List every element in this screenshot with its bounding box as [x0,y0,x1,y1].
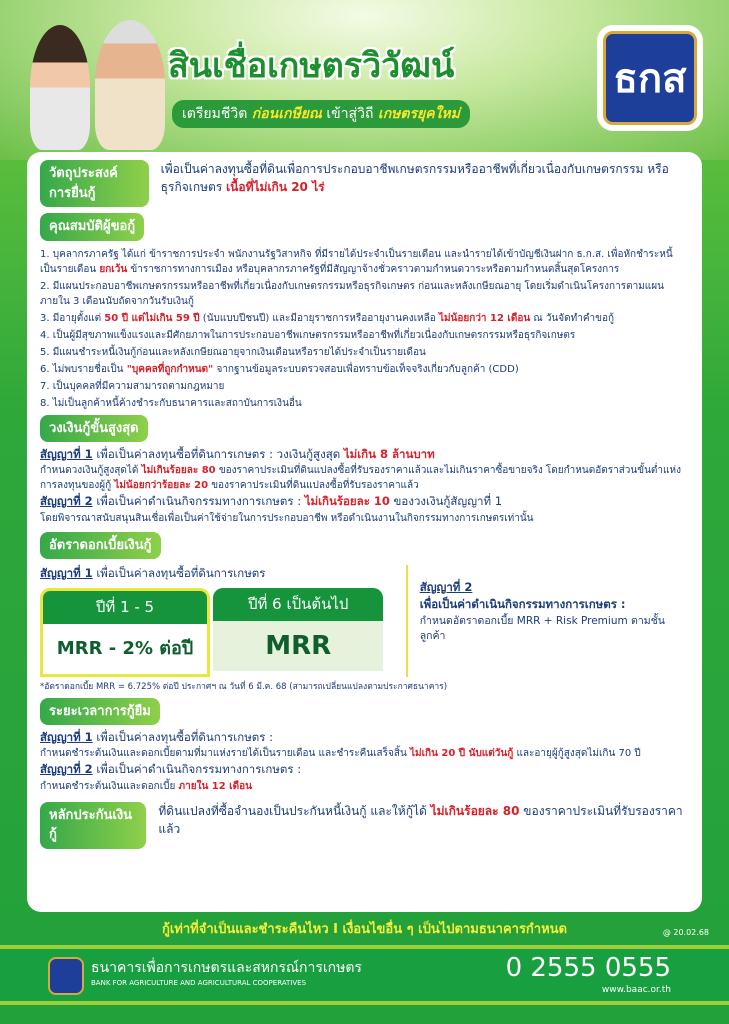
hero-banner [0,0,729,160]
qualifications-section: คุณสมบัติผู้ขอกู้ 1. บุคลากรภาครัฐ ได้แก่ ข้าราชการประจำ พนักงานรัฐวิสาหกิจ ที่มีรายได้ประจำเป็นรายเดือน และนำรายได้เข้าบัญชีเงินฝาก ธ.ก.ส. เพื่อหักชำระหนี้เป็นรายเดือน ยกเว้น ข้าราชการทางการเมือง หรือบุคลากรภาครัฐที่มีสัญญาจ้างชั่วคราวตามกำหนดวาระหรือตามกำหนดสิ้นสุดโครงการ 2. มีแผนประกอบอาชีพเกษตรกรรมหรืออาชีพที่เกี่ยวเนื่องกับเกษตรกรรมหรือธุรกิจเกษตร ก่อนและหลังเกษียณอายุ โดยเริ่มดำเนินโครงการตามแผนภายใน 3 เดือนนับถัดจากวันรับเงินกู้ 3. มีอายุตั้งแต่ 50 ปี แต่ไม่เกิน 59 ปี (นับแบบปีชนปี) และมีอายุราชการหรืออายุงานคงเหลือ ไม่น้อยกว่า 12 เดือน ณ วันจัดทำคำขอกู้ 4. เป็นผู้มีสุขภาพแข็งแรงและมีศักยภาพในการประกอบอาชีพเกษตรกรรมหรืออาชีพที่เกี่ยวเนื่องกับเกษตรกรรมหรือธุรกิจเกษตร 5. มีแผนชำระหนี้เงินกู้ก่อนและหลังเกษียณอายุจากเงินเดือนหรือรายได้ประจำเป็นรายเดือน 6. ไม่พบรายชื่อเป็น "บุคคลที่ถูกกำหนด" จากฐานข้อมูลระบบตรวจสอบเพื่อทราบข้อเท็จจริงเกี่ยวกับลูกค้า (CDD) 7. เป็นบุคคลที่มีความสามารถตามกฎหมาย 8. ไม่เป็นลูกค้าหนี้ค้างชำระกับธนาคารและสถาบันการเงินอื่น [40,213,689,411]
baac-logo: ธกส [597,25,703,131]
bank-name-th: ธนาคารเพื่อการเกษตรและสหกรณ์การเกษตร [91,960,362,976]
list-item: 4. เป็นผู้มีสุขภาพแข็งแรงและมีศักยภาพในการประกอบอาชีพเกษตรกรรมหรืออาชีพที่เกี่ยวเนื่องกับเกษตรกรรมหรือธุรกิจเกษตร [40,329,576,341]
man-farmer-image [95,20,165,150]
footnote: *อัตราดอกเบี้ย MRR = 6.725% ต่อปี ประกาศฯ ณ วันที่ 6 มี.ค. 68 (สามารถเปลี่ยนแปลงตามประกาศธนาคาร) [40,681,448,692]
subtitle: เตรียมชีวิต ก่อนเกษียณ เข้าสู่วิถี เกษตรยุคใหม่ [172,100,470,128]
rate-box-year-6-plus: ปีที่ 6 เป็นต้นไป MRR [213,588,383,671]
list-item: 5. มีแผนชำระหนี้เงินกู้ก่อนและหลังเกษียณอายุจากเงินเดือนหรือรายได้ประจำเป็นรายเดือน [40,346,426,358]
max-loan-section: วงเงินกู้ขั้นสูงสุด สัญญาที่ 1 เพื่อเป็นค่าลงทุนซื้อที่ดินการเกษตร : วงเงินกู้สูงสุด ไม่เกิน 8 ล้านบาท กำหนดวงเงินกู้สูงสุดได้ ไม่เกินร้อยละ 80 ของราคาประเมินที่ดินแปลงซื้อที่รับรองราคาแล้วและไม่เกินราคาซื้อขายจริง โดยกำหนดอัตราส่วนขั้นต่ำแห่งการลงทุนของผู้กู้ ไม่น้อยกว่าร้อยละ 20 ของราคาประเมินที่ดินแปลงซื้อที่รับรองราคาแล้ว สัญญาที่ 2 เพื่อเป็นค่าดำเนินกิจกรรมทางการเกษตร : ไม่เกินร้อยละ 10 ของวงเงินกู้สัญญาที่ 1 โดยพิจารณาสนับสนุนสินเชื่อเพื่อเป็นค่าใช้จ่ายในการประกอบอาชีพ หรือดำเนินงานในกิจกรรมทางการเกษตรเท่านั้น [40,415,689,526]
rate-box-year-1-5: ปีที่ 1 - 5 MRR - 2% ต่อปี [40,588,210,677]
list-item: 6. ไม่พบรายชื่อเป็น "บุคคลที่ถูกกำหนด" จากฐานข้อมูลระบบตรวจสอบเพื่อทราบข้อเท็จจริงเกี่ยวกับลูกค้า (CDD) [40,363,519,375]
term-section: ระยะเวลาการกู้ยืม สัญญาที่ 1 เพื่อเป็นค่าลงทุนซื้อที่ดินการเกษตร : กำหนดชำระต้นเงินและดอกเบี้ยตามที่มาแห่งรายได้เป็นรายเดือน และชำระคืนเสร็จสิ้น ไม่เกิน 20 ปี นับแต่วันกู้ และอายุผู้กู้สูงสุดไม่เกิน 70 ปี สัญญาที่ 2 เพื่อเป็นค่าดำเนินกิจกรรมทางการเกษตร : กำหนดชำระต้นเงินและดอกเบี้ย ภายใน 12 เดือน [40,698,689,794]
baac-logo-small [48,957,84,995]
interest-section: อัตราดอกเบี้ยเงินกู้ สัญญาที่ 1 เพื่อเป็นค่าลงทุนซื้อที่ดินการเกษตร ปีที่ 1 - 5 MRR - 2% ต่อปี ปีที่ 6 เป็นต้นไป MRR สัญญาที่ 2 เพื่อเป็นค่าดำเนินกิจกรรมทางการเกษตร : กำหนดอัตราดอกเบี้ย MRR + Risk Premium ตามชั้นลูกค้า *อัตราดอกเบี้ย MRR = 6.725% ต่อปี ประกาศฯ ณ วันที่ 6 มี.ค. 68 (สามารถเปลี่ยนแปลงตามประกาศธนาคาร) [40,532,689,694]
phone-number: 0 2555 0555 [505,953,671,983]
footer [0,945,729,1005]
info-card [27,152,702,912]
purpose-section: วัตถุประสงค์การยื่นกู้ เพื่อเป็นค่าลงทุนซื้อที่ดินเพื่อการประกอบอาชีพเกษตรกรรมหรืออาชีพที่เกี่ยวเนื่องกับเกษตรกรรม หรือธุรกิจเกษตร เนื้อที่ไม่เกิน 20 ไร่ [40,160,689,207]
section-label: วัตถุประสงค์การยื่นกู้ [40,160,149,207]
list-item: 1. บุคลากรภาครัฐ ได้แก่ ข้าราชการประจำ พนักงานรัฐวิสาหกิจ ที่มีรายได้ประจำเป็นรายเดือน และนำรายได้เข้าบัญชีเงินฝาก ธ.ก.ส. เพื่อหักชำระหนี้เป็นรายเดือน ยกเว้น ข้าราชการทางการเมือง หรือบุคลากรภาครัฐที่มีสัญญาจ้างชั่วคราวตามกำหนดวาระหรือตามกำหนดสิ้นสุดโครงการ [40,248,673,275]
website-link[interactable]: www.baac.or.th [601,985,671,995]
tagline: กู้เท่าที่จำเป็นและชำระคืนไหว I เงื่อนไขอื่น ๆ เป็นไปตามธนาคารกำหนด [161,922,568,937]
list-item: 7. เป็นบุคคลที่มีความสามารถตามกฎหมาย [40,380,225,392]
version-date: @ 20.02.68 [662,928,709,937]
page-title: สินเชื่อเกษตรวิวัฒน์ [168,46,455,86]
list-item: 3. มีอายุตั้งแต่ 50 ปี แต่ไม่เกิน 59 ปี (นับแบบปีชนปี) และมีอายุราชการหรืออายุงานคงเหลือ ไม่น้อยกว่า 12 เดือน ณ วันจัดทำคำขอกู้ [40,312,615,324]
list-item: 8. ไม่เป็นลูกค้าหนี้ค้างชำระกับธนาคารและสถาบันการเงินอื่น [40,397,302,409]
bank-name-en: BANK FOR AGRICULTURE AND AGRICULTURAL COOPERATIVES [91,979,307,987]
woman-farmer-image [30,25,90,150]
list-item: 2. มีแผนประกอบอาชีพเกษตรกรรมหรืออาชีพที่เกี่ยวเนื่องกับเกษตรกรรมหรือธุรกิจเกษตร ก่อนและหลังเกษียณอายุ โดยเริ่มดำเนินโครงการตามแผนภายใน 3 เดือนนับถัดจากวันรับเงินกู้ [40,280,664,307]
collateral-section: หลักประกันเงินกู้ ที่ดินแปลงที่ซื้อจำนองเป็นประกันหนี้เงินกู้ และให้กู้ได้ ไม่เกินร้อยละ 80 ของราคาประเมินที่รับรองราคาแล้ว [40,802,689,849]
